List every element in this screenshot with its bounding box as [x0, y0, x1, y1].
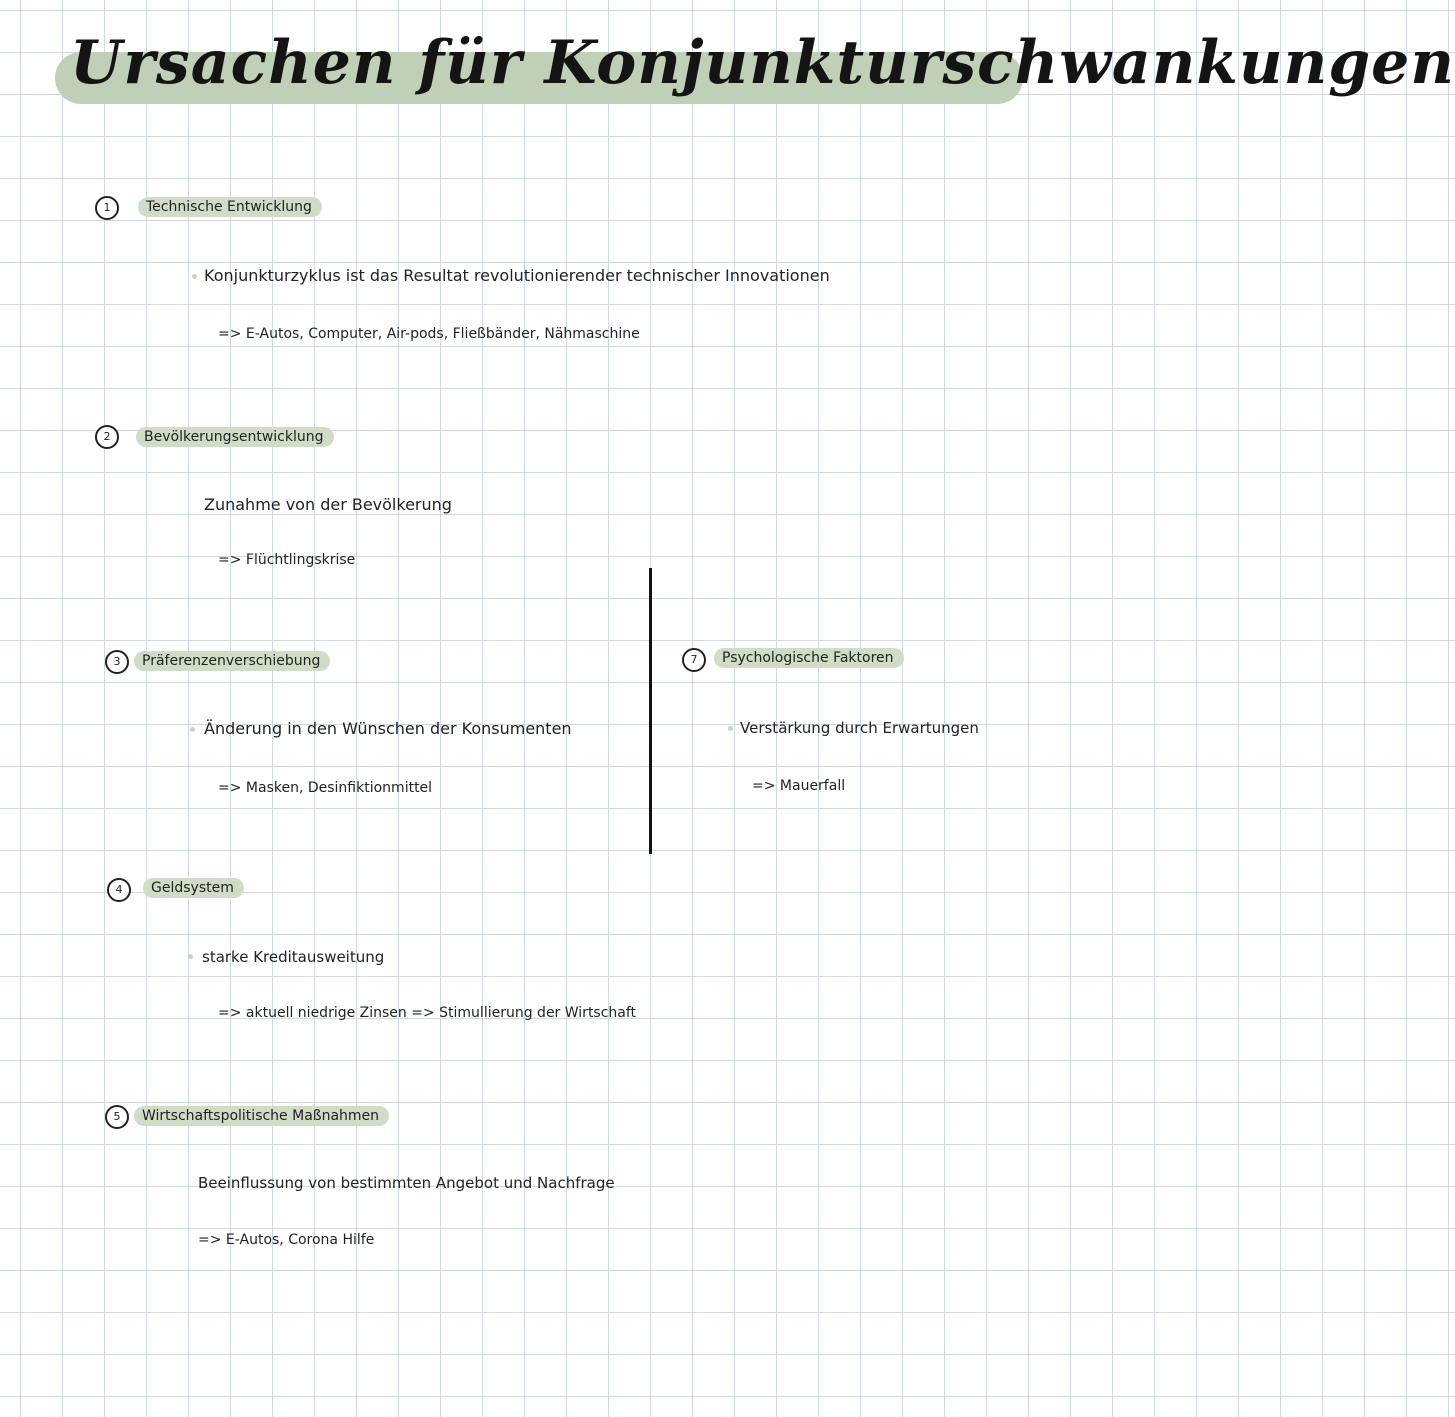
section-heading-4: Geldsystem: [143, 878, 244, 898]
section-example-2: => Flüchtlingskrise: [218, 552, 356, 568]
section-example-1: => E-Autos, Computer, Air-pods, Fließbänder, Nähmaschine: [218, 326, 640, 342]
section-example-7: => Mauerfall: [752, 778, 846, 794]
section-number-5: 5: [105, 1105, 129, 1129]
section-heading-7: Psychologische Faktoren: [714, 648, 904, 668]
section-number-7: 7: [682, 648, 706, 672]
section-text-7: Verstärkung durch Erwartungen: [740, 719, 979, 737]
section-number-4: 4: [107, 878, 131, 902]
bullet-dot: [728, 726, 733, 731]
section-heading-5: Wirtschaftspolitische Maßnahmen: [134, 1106, 389, 1126]
section-text-3: Änderung in den Wünschen der Konsumenten: [204, 719, 572, 738]
section-example-3: => Masken, Desinfiktionmittel: [218, 780, 433, 796]
section-heading-2: Bevölkerungsentwicklung: [136, 427, 334, 447]
vertical-divider: [649, 568, 652, 854]
bullet-dot: [192, 274, 197, 279]
bullet-dot: [188, 954, 193, 959]
section-heading-3: Präferenzenverschiebung: [134, 651, 330, 671]
section-example-4: => aktuell niedrige Zinsen => Stimullierung der Wirtschaft: [218, 1005, 637, 1021]
section-number-1: 1: [95, 196, 119, 220]
section-text-2: Zunahme von der Bevölkerung: [204, 495, 452, 514]
section-text-1: Konjunkturzyklus ist das Resultat revolutionierender technischer Innovationen: [204, 266, 830, 285]
page-title: Ursachen für Konjunkturschwankungen: [70, 28, 1455, 98]
section-example-5: => E-Autos, Corona Hilfe: [198, 1232, 375, 1248]
section-text-5: Beeinflussung von bestimmten Angebot und Nachfrage: [198, 1174, 615, 1192]
section-text-4: starke Kreditausweitung: [202, 948, 385, 966]
section-number-3: 3: [105, 650, 129, 674]
bullet-dot: [190, 727, 195, 732]
section-heading-1: Technische Entwicklung: [138, 197, 322, 217]
section-number-2: 2: [95, 425, 119, 449]
